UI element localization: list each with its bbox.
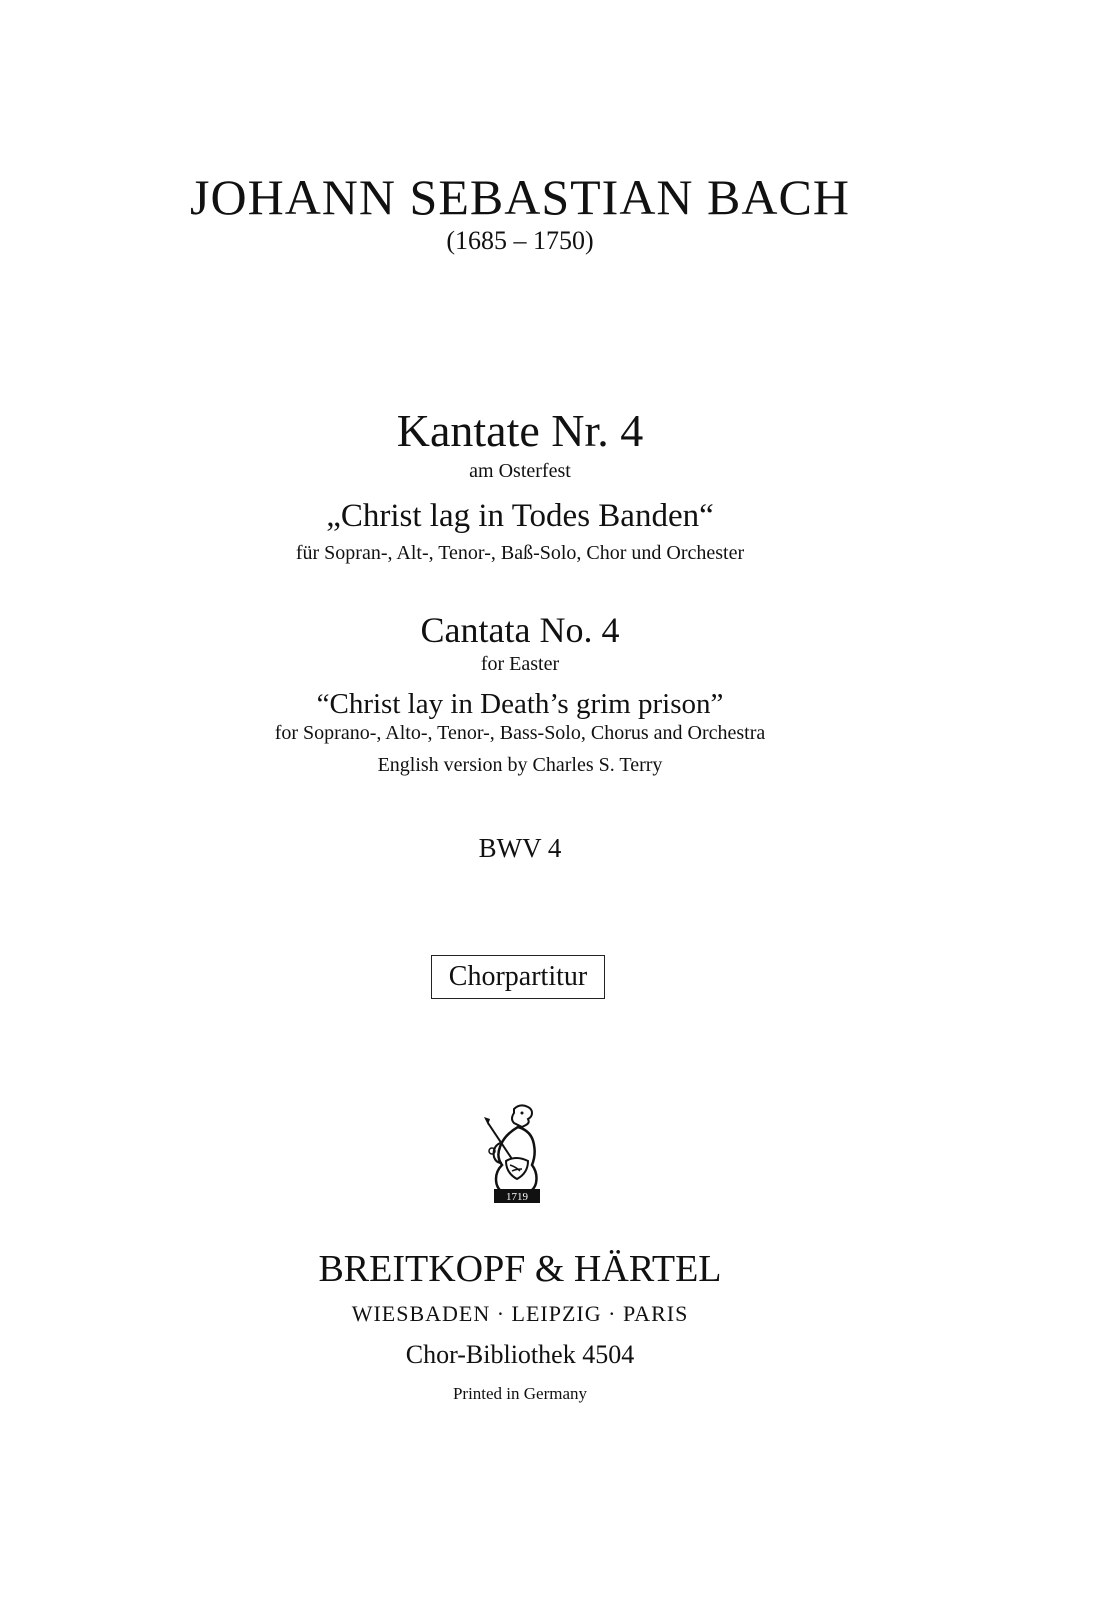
printed-in: Printed in Germany	[452, 1384, 588, 1403]
series-number: Chor-Bibliothek 4504	[405, 1340, 635, 1369]
publisher-emblem-icon	[478, 1103, 556, 1207]
english-subtitle: “Christ lay in Death’s grim prison”	[316, 688, 724, 720]
publisher-name: BREITKOPF & HÄRTEL	[318, 1248, 722, 1290]
german-occasion: am Osterfest	[469, 460, 571, 482]
edition-type-box	[431, 955, 605, 999]
composer-dates: (1685 – 1750)	[446, 226, 594, 255]
german-title: Kantate Nr. 4	[396, 405, 644, 456]
english-occasion: for Easter	[480, 653, 560, 675]
emblem-year: 1719	[506, 1191, 528, 1203]
english-translator: English version by Charles S. Terry	[377, 754, 663, 776]
edition-type-label: Chorpartitur	[448, 961, 588, 992]
composer-name: JOHANN SEBASTIAN BACH	[190, 169, 850, 225]
publisher-cities: WIESBADEN · LEIPZIG · PARIS	[351, 1301, 689, 1326]
catalogue-number: BWV 4	[478, 833, 562, 863]
german-subtitle: „Christ lag in Todes Banden“	[326, 498, 714, 534]
english-title: Cantata No. 4	[420, 610, 620, 650]
publisher-emblem-graphic	[478, 1103, 556, 1207]
german-voices: für Sopran-, Alt-, Tenor-, Baß-Solo, Chor und Orchester	[295, 542, 745, 564]
english-voices: for Soprano-, Alto-, Tenor-, Bass-Solo, Chorus and Orchestra	[274, 722, 766, 744]
